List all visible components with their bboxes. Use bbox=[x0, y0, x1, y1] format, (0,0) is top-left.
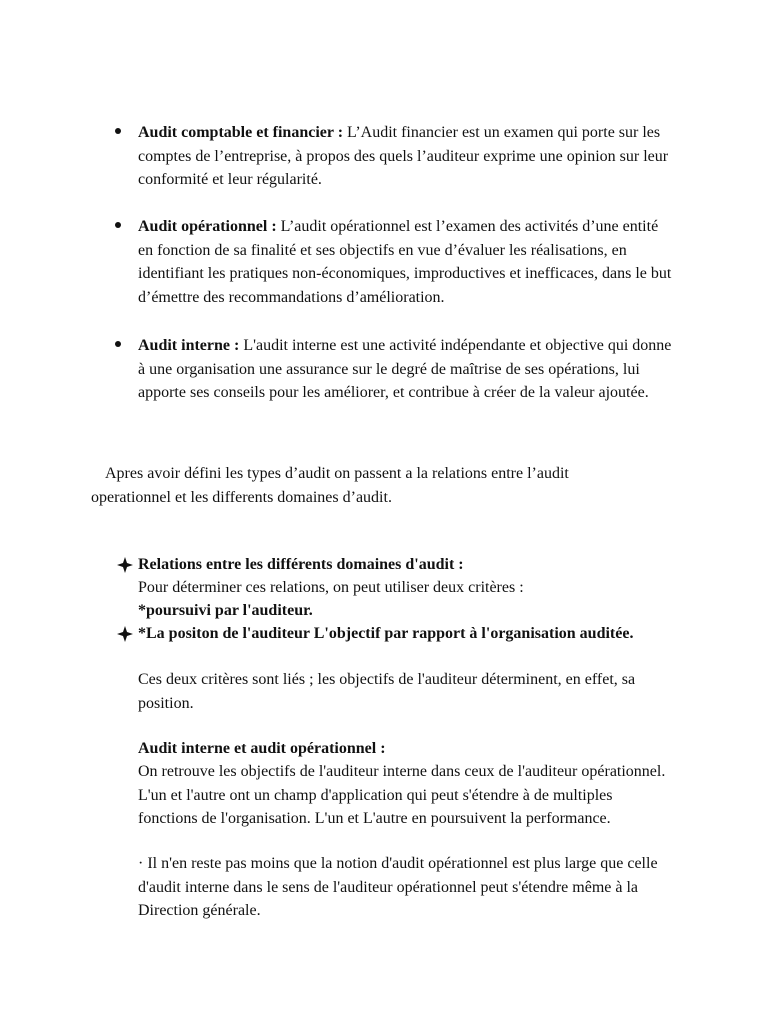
bullet-audit-comptable bbox=[112, 121, 672, 192]
bullet-dot-icon bbox=[112, 334, 138, 357]
relations-line2: *poursuivi par l'auditeur. bbox=[138, 602, 313, 619]
bullet-audit-interne bbox=[112, 334, 672, 405]
bullet-text bbox=[138, 215, 672, 309]
position-heading: *La positon de l'auditeur L'objectif par rapport à l'organisation auditée. bbox=[138, 625, 634, 642]
diamond-bullet-icon bbox=[116, 625, 134, 643]
relations-heading: Relations entre les différents domaines d'audit : bbox=[138, 556, 464, 573]
bullet-text bbox=[138, 121, 672, 192]
interne-operationnel-para2: · Il n'en reste pas moins que la notion d'audit opérationnel est plus large que celle d'audit interne dans le sens de l'auditeur opérationnel peut s'étendre même à la Direction générale. bbox=[138, 855, 658, 919]
bullet-body: L’audit opérationnel est l’examen des activités d’une entité en fonction de sa finalité et ses objectifs en vue d’évaluer les réalisations, en identifiant les pratiques non-économiques, improductives et inefficaces, dans le but d’émettre des recommandations d’amélioration. bbox=[138, 218, 672, 306]
interne-operationnel-heading: Audit interne et audit opérationnel : bbox=[138, 740, 386, 757]
bullet-term: Audit interne : bbox=[138, 337, 240, 354]
bullet-body: L’Audit financier est un examen qui porte sur les comptes de l’entreprise, à propos des quels l’auditeur exprime une opinion sur leur conformité et leur régularité. bbox=[138, 124, 669, 188]
diamond-bullet-icon bbox=[116, 556, 134, 574]
bullet-dot-icon bbox=[112, 121, 138, 144]
bullet-term: Audit comptable et financier : bbox=[138, 124, 344, 141]
intro-paragraph: Apres avoir défini les types d’audit on passent a la relations entre l’audit operationnel et les differents domaines d’audit. bbox=[91, 465, 569, 506]
bullet-audit-operationnel bbox=[112, 215, 672, 309]
bullet-body: L'audit interne est une activité indépendante et objective qui donne à une organisation une assurance sur le degré de maîtrise de ses opérations, lui apporte ses conseils pour les améliorer, et contribue à créer de la valeur ajoutée. bbox=[138, 337, 672, 401]
relations-line1: Pour déterminer ces relations, on peut utiliser deux critères : bbox=[138, 579, 524, 596]
bullet-term: Audit opérationnel : bbox=[138, 218, 277, 235]
bullet-dot-icon bbox=[112, 215, 138, 238]
position-text: Ces deux critères sont liés ; les objectifs de l'auditeur déterminent, en effet, sa position. bbox=[138, 671, 636, 712]
bullet-text bbox=[138, 334, 672, 405]
interne-operationnel-para1: On retrouve les objectifs de l'auditeur interne dans ceux de l'auditeur opérationnel. L'un et l'autre ont un champ d'application qui peut s'étendre à de multiples fonctions de l'organisation. L'un et L'autre en poursuivent la performance. bbox=[138, 763, 666, 827]
